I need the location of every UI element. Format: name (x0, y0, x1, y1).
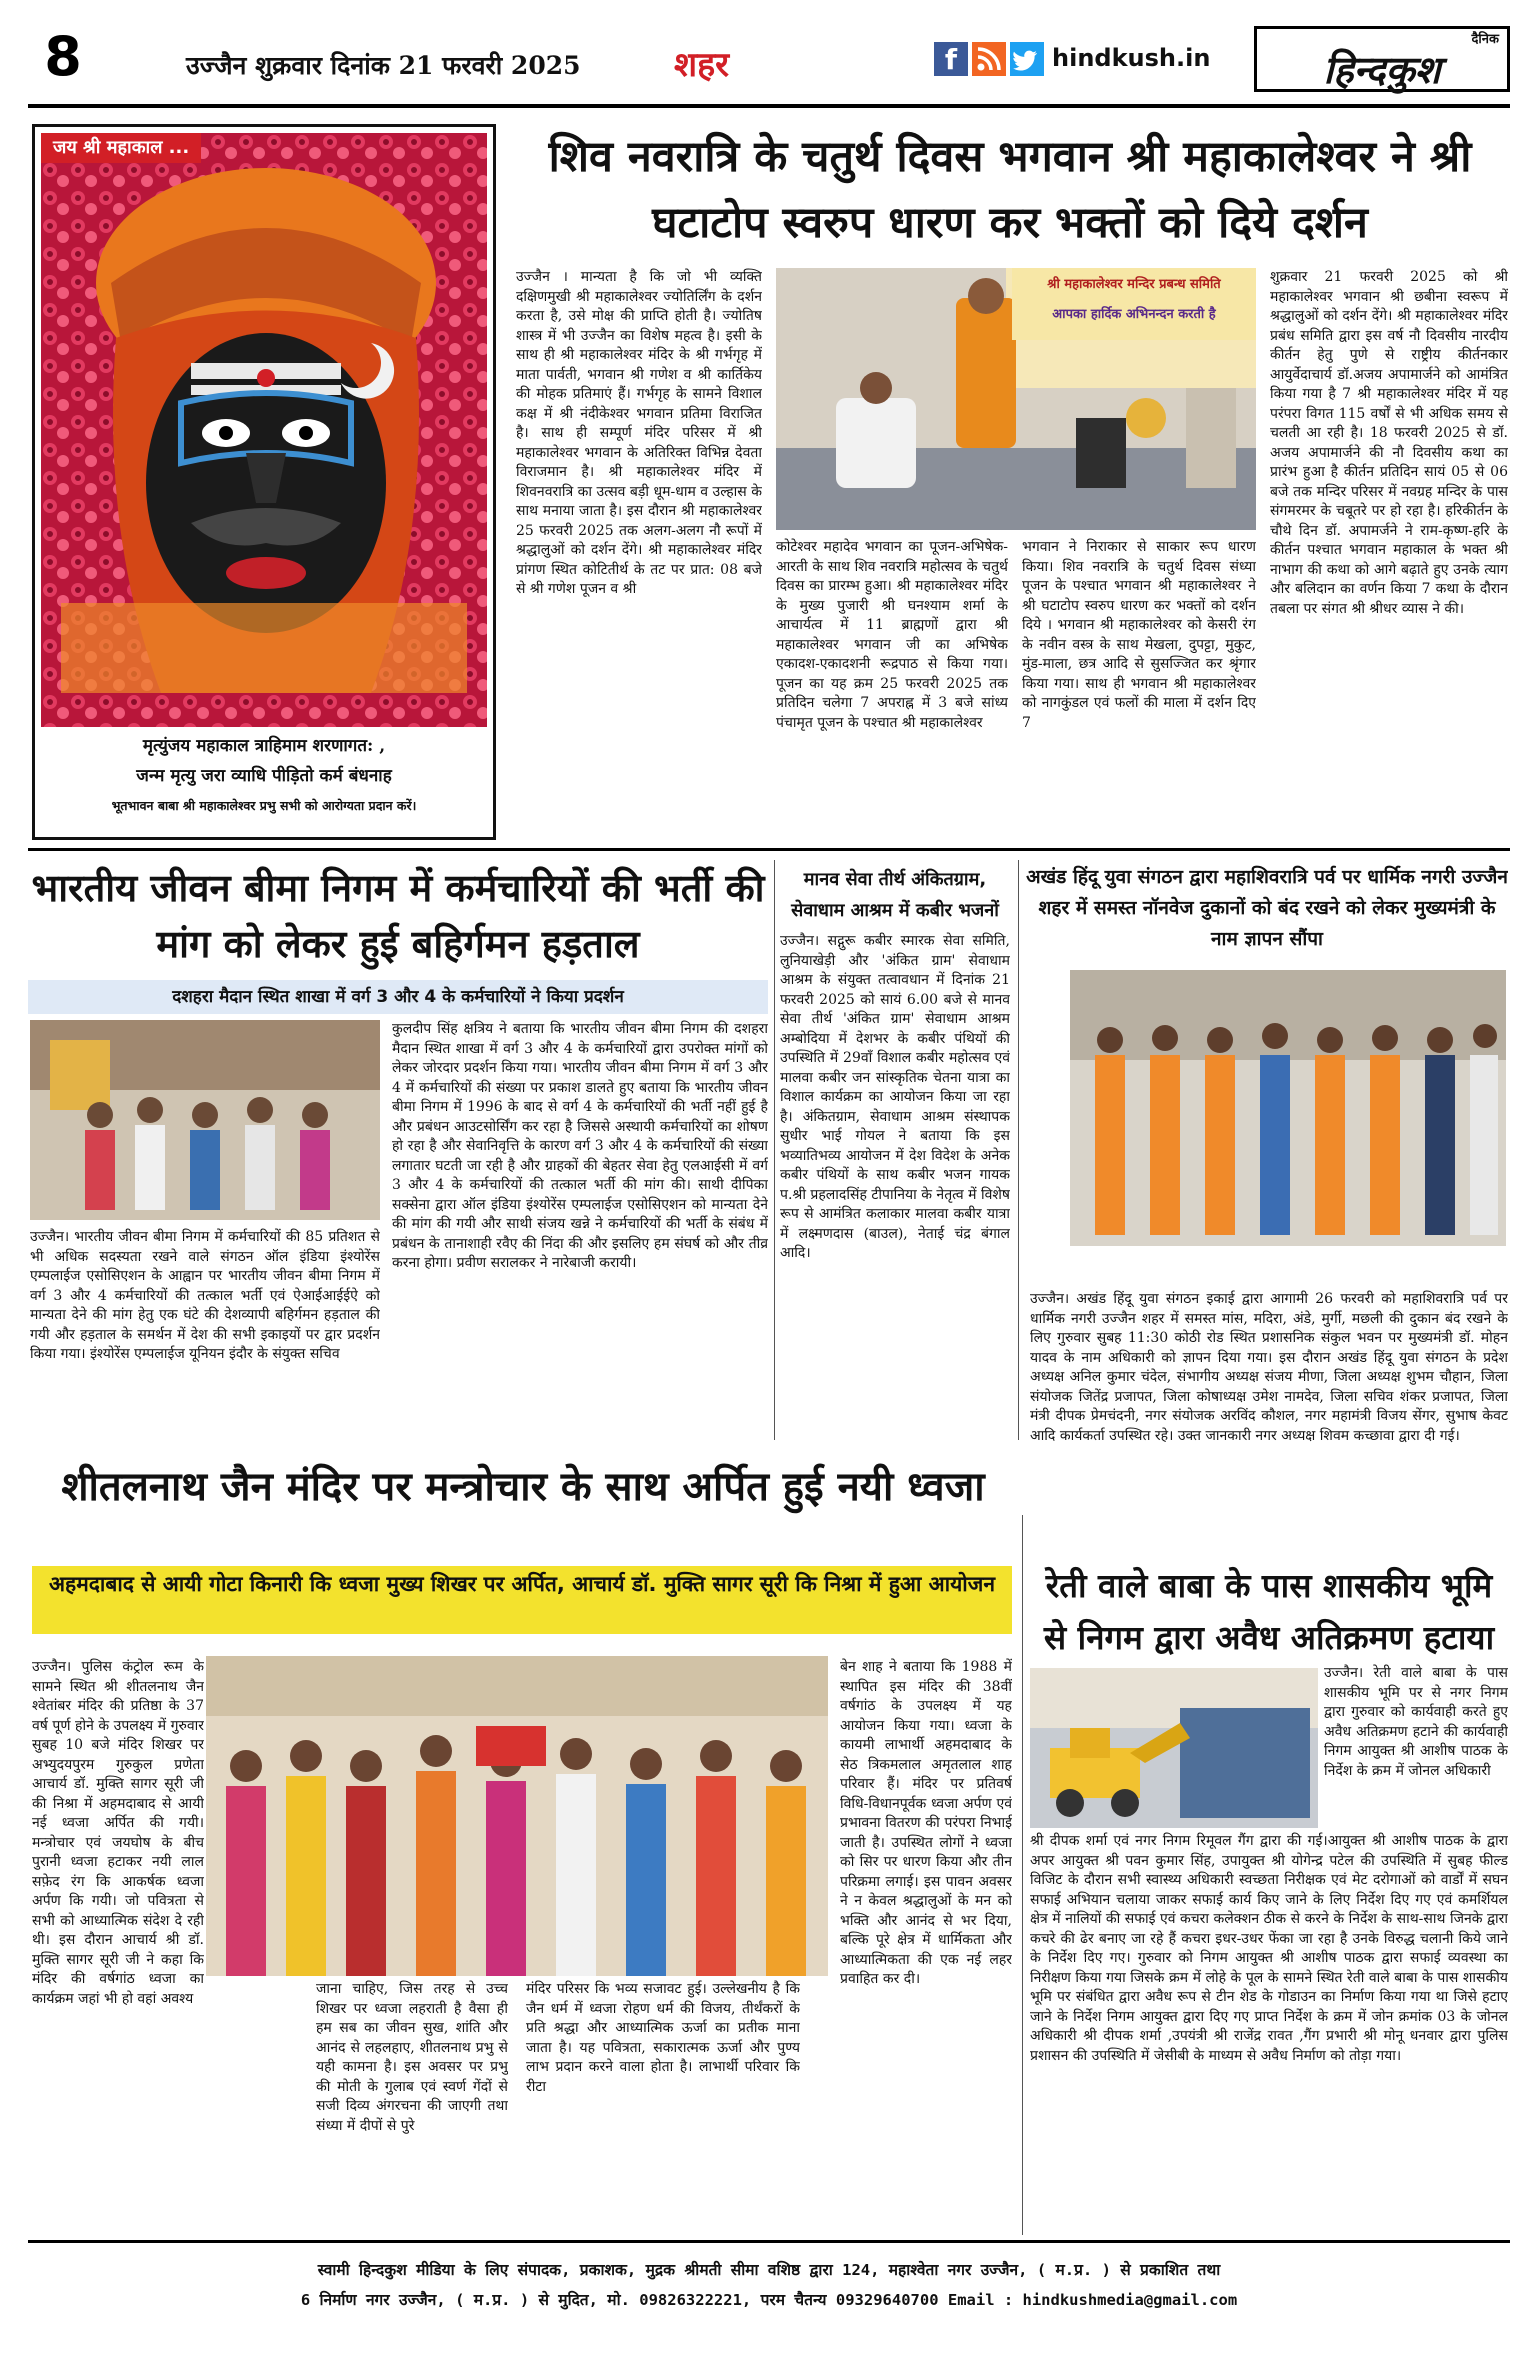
story1-banner-line2: आपका हार्दिक अभिनन्दन करती है (1052, 307, 1216, 322)
jain-headline: शीतलनाथ जैन मंदिर पर मन्त्रोचार के साथ अर्पित हुई नयी ध्वजा (61, 1464, 985, 1510)
story1-col2: कोटेश्वर महादेव भगवान का पूजन-अभिषेक-आरती के साथ शिव नवरात्रि महोत्सव के चतुर्थ दिवस का प्रारम्भ हुआ। श्री महाकालेश्वर मंदिर के मुख्य पुजारी श्री घनश्याम शर्मा के आचार्यत्व में 11 ब्राह्मणों द्वारा श्री महाकालेश्वर भगवान जी का अभिषेक एकादश-एकादशनी रूद्रपाठ से किया गया। पूजन का यह क्रम 25 फरवरी 2025 तक प्रतिदिन चलेगा 7 अपराह्न में 3 बजे सांध्य पंचामृत पूजन के पश्चात श्री महाकालेश्वर (776, 539, 1008, 731)
story1-banner-line1: श्री महाकालेश्वर मन्दिर प्रबन्ध समिति (1047, 277, 1221, 292)
jain-subhead: अहमदाबाद से आयी गोटा किनारी कि ध्वजा मुख्य शिखर पर अर्पित, आचार्य डॉ. मुक्ति सागर सूरी कि निश्रा में हुआ आयोजन (32, 1566, 1012, 1634)
masthead-rule (28, 104, 1510, 108)
baba-photo (1030, 1668, 1318, 1828)
story1-col4: शुक्रवार 21 फरवरी 2025 को श्री महाकालेश्वर भगवान श्री छबीना स्वरूप में श्रद्धालुओं को दर्शन देंगे। श्री महाकालेश्वर मंदिर प्रबंध समिति द्वारा इस वर्ष नौ दिवसीय नारदीय कीर्तन हेतु पुणे से राष्ट्रीय कीर्तनकार आयुर्वेदाचार्य डॉ.अजय अपामार्जने को आमंत्रित किया गया है 7 श्री महाकालेश्वर मंदिर में यह परंपरा विगत 115 वर्षों से भी अधिक समय से चलती आ रही है। 18 फरवरी 2025 से डॉ. अजय अपामार्जने की नौ दिवसीय कथा का प्रारंभ हुआ है कीर्तन प्रतिदिन सायं 05 से 06 बजे तक मन्दिर परिसर में नवग्रह मन्दिर के पास संगमरमर के चबूतरे पर हो रहा है। हरिकीर्तन के चौथे दिन डॉ. अपामर्जने ने राम-कृष्ण-हरि के कीर्तन पश्चात भगवान महाकाल के भक्त श्री नाभाग की कथा को आगे बढ़ाते हुए उनके त्याग और बलिदान का वर्णन किया 7 कथा के दौरान तबला पर संगत श्री श्रीधर व्यास ने की। (1270, 269, 1508, 617)
jain-col4: बेन शाह ने बताया कि 1988 में स्थापित इस मंदिर की 38वीं वर्षगांठ के उपलक्ष्य में यह आयोजन किया गया। ध्वजा के कायमी लाभार्थी अहमदाबाद के सेठ त्रिकमलाल अमृतलाल शाह परिवार हैं। मंदिर पर प्रतिवर्ष विधि-विधानपूर्वक ध्वजा अर्पण एवं प्रभावना वितरण की परंपरा निभाई जाती है। उपस्थित लोगों ने ध्वजा को सिर पर धारण किया और तीन परिक्रमा लगाई। इस पावन अवसर ने न केवल श्रद्धालुओं के मन को भक्ति और आनंद से भर दिया, बल्कि पूरे क्षेत्र में धार्मिकता और आध्यात्मिकता की एक नई लहर प्रवाहित कर दी। (840, 1659, 1012, 1987)
facebook-icon[interactable]: f (934, 42, 968, 76)
rss-icon[interactable] (972, 42, 1006, 76)
story1-col3: भगवान ने निराकार से साकार रूप धारण किया। शिव नवरात्रि के चतुर्थ दिवस संध्या पूजन के पश्चात भगवान श्री महाकालेश्वर ने श्री घटाटोप स्वरुप धारण कर भक्तों को दर्शन दिये । भगवान श्री महाकालेश्वर को केसरी रंग के नवीन वस्त्र के साथ मेखला, दुपट्टा, मुकुट, मुंड-माला, छत्र आदि से सुसज्जित कर श्रृंगार किया गया। साथ ही भगवान श्री महाकालेश्वर को नागकुंडल एवं फलों की माला में दर्शन दिए 7 (1022, 539, 1256, 731)
column-rule-1 (774, 860, 775, 1440)
hindu-body: उज्जैन। अखंड हिंदू युवा संगठन इकाई द्वारा आगामी 26 फरवरी को महाशिवरात्रि पर्व पर धार्मिक नगरी उज्जैन शहर में समस्त मांस, मदिरा, अंडे, मुर्गी, मछली की दुकान बंद रखने के लिए गुरुवार सुबह 11:30 कोठी रोड स्थित प्रशासनिक संकुल भवन पर मुख्यमंत्री डॉ. मोहन यादव के नाम अधिकारी को ज्ञापन दिया गया। इस दौरान अखंड हिंदू युवा संगठन के प्रदेश अध्यक्ष अनिल कुमार चंदेल, संभागीय अध्यक्ष संजय मीणा, जिला अध्यक्ष शुभम चौहान, जिला संयोजक जितेंद्र प्रजापत, जिला कोषाध्यक्ष उमेश नामदेव, जिला सचिव शंकर प्रजापत, जिला मंत्री दीपक प्रेमचंदनी, नगर संयोजक अरविंद कौशल, नगर महामंत्री विजय सेंगर, सुभाष केवट आदि कार्यकर्ता उपस्थित रहे। उक्त जानकारी नगर अध्यक्ष शिवम कच्छावा द्वारा दी गई। (1030, 1291, 1508, 1444)
mahakal-photo (41, 133, 487, 727)
baba-body-full: श्री दीपक शर्मा एवं नगर निगम रिमूवल गैंग द्वारा की गई।आयुक्त श्री आशीष पाठक के द्वारा अपर आयुक्त श्री पवन कुमार सिंह, उपायुक्त श्री योगेन्द्र पटेल की उपस्थिति में सुबह फील्ड विजिट के दौरान सभी स्वास्थ्य अधिकारी स्वच्छता निरीक्षक एवं मेट दरोगाओं को वार्डों में सघन सफाई अभियान चलाया जाकर सफाई कार्य किए जाने के लिए निर्देश दिए गए एवं कमर्शियल क्षेत्र में नालियों की सफाई एवं कचरा कलेक्शन ठीक से करने के निर्देश के साथ-साथ जिनके द्वारा कचरे की ढेर बनाए जा रहे हैं कचरा इधर-उधर फेंका जा रहा है उनके विरुद्ध चलानी किये जाने के निर्देश दिए गए। गुरुवार को निगम आयुक्त श्री आशीष पाठक द्वारा सफाई व्यवस्था का निरीक्षण किया गया जिसके क्रम में लोहे के पूल के सामने स्थित रेती वाले बाबा के पास शासकीय भूमि पर संबंधित द्वारा अवैध रूप से टीन शेड के गोडाउन का निर्माण किया गया था जिसे हटाए जाने के निर्देश निगम आयुक्त द्वारा दिए गए प्राप्त निर्देश के क्रम में जोन क्रमांक 03 के जोनल अधिकारी श्री दीपक शर्मा ,उपयंत्री श्री राजेंद्र रावत ,गैंग प्रभारी श्री मोनू धनवार द्वारा पुलिस प्रशासन की उपस्थिति में जेसीबी के माध्यम से अवैध निर्माण को तोड़ा गया। (1030, 1833, 1508, 2064)
lic-headline: भारतीय जीवन बीमा निगम में कर्मचारियों की भर्ती की मांग को लेकर हुई बहिर्गमन हड़ताल (31, 866, 765, 966)
lic-body-left: उज्जैन। भारतीय जीवन बीमा निगम में कर्मचारियों की 85 प्रतिशत से भी अधिक सदस्यता रखने वाले संगठन ऑल इंडिया इंश्योरेंस एम्पलाईज एसोसिएशन के आह्वान पर भारतीय जीवन बीमा निगम में वर्ग 3 और 4 कर्मचारियों की तत्काल भर्ती एवं ऐआईआईईऐ को मान्यता देने की मांग हेतु एक घंटे की देशव्यापी बहिर्गमन हड़ताल की गयी और हड़ताल के समर्थन में देश की सभी इकाइयों पर द्वार प्रदर्शन किया गया। इंश्योरेंस एम्पलाईज यूनियन इंदौर के संयुक्त सचिव (30, 1229, 380, 1362)
column-rule-2 (1018, 860, 1019, 1440)
kabir-headline: मानव सेवा तीर्थ अंकितग्राम, सेवाधाम आश्रम में कबीर भजनों (791, 869, 999, 921)
baba-headline: रेती वाले बाबा के पास शासकीय भूमि से निगम द्वारा अवैध अतिक्रमण हटाया (1043, 1566, 1495, 1657)
dateline: उज्जैन शुक्रवार दिनांक 21 फरवरी 2025 (186, 51, 581, 80)
paper-logo-daily: दैनिक (1471, 32, 1499, 47)
story1-headline: शिव नवरात्रि के चतुर्थ दिवस भगवान श्री महाकालेश्वर ने श्री घटाटोप स्वरुप धारण कर भक्तों को दिये दर्शन (548, 132, 1472, 248)
kabir-body: उज्जैन। सद्गुरू कबीर स्मारक सेवा समिति, लुनियाखेड़ी और 'अंकित ग्राम' सेवाधाम आश्रम के संयुक्त तत्वावधान में दिनांक 21 फरवरी 2025 को सायं 6.00 बजे से मानव सेवा तीर्थ 'अंकित ग्राम' सेवाधाम आश्रम अम्बोदिया में देशभर के कबीर पंथियों की उपस्थिति में 29वाँ विशाल कबीर महोत्सव एवं मालवा कबीर जन सांस्कृतिक चेतना यात्रा का विशाल कार्यक्रम का आयोजन किया जा रहा है। अंकितग्राम, सेवाधाम आश्रम संस्थापक सुधीर भाई गोयल ने बताया कि इस भव्यातिभव्य आयोजन में देश विदेश के अनेक कबीर पंथियों के साथ कबीर भजन गायक प.श्री प्रहलादसिंह टीपानिया के नेतृत्व में विशेष रूप से आमंत्रित कलाकार मालवा कबीर यात्रा में लक्ष्मणदास (बाउल), नेताई चंद्र बंगाल आदि। (780, 933, 1010, 1261)
mahakal-caption-2: जन्म मृत्यु जरा व्याधि पीड़ितो कर्म बंधनाह (136, 766, 392, 786)
mahakal-badge: जय श्री महाकाल ... (41, 133, 201, 163)
lic-photo (30, 1020, 380, 1220)
twitter-icon[interactable] (1010, 42, 1044, 76)
jain-col3: मंदिर परिसर कि भव्य सजावट हुई। उल्लेखनीय है कि जैन धर्म में ध्वजा रोहण धर्म की विजय, तीर्थंकरों के प्रति श्रद्धा और आध्यात्मिक ऊर्जा का प्रतीक माना जाता है। यह पवित्रता, सकारात्मक ऊर्जा और पुण्य लाभ प्रदान करने वाला होता है। लाभार्थी परिवार कि रीटा (526, 1981, 800, 2095)
website-link[interactable]: hindkush.in (1052, 44, 1211, 72)
baba-body-side: उज्जैन। रेती वाले बाबा के पास शासकीय भूमि पर से नगर निगम द्वारा गुरुवार को कार्यवाही करते हुए अवैध अतिक्रमण हटाने की कार्यवाही निगम आयुक्त श्री आशीष पाठक के निर्देश के क्रम में जोनल अधिकारी (1324, 1665, 1508, 1779)
story1-banner (1012, 268, 1256, 340)
lic-body-right: कुलदीप सिंह क्षत्रिय ने बताया कि भारतीय जीवन बीमा निगम की दशहरा मैदान स्थित शाखा में वर्ग 3 और 4 के कर्मचारियों द्वारा उपरोक्त मांगों को लेकर जोरदार प्रदर्शन किया गया। भारतीय जीवन बीमा निगम में वर्ग 3 और 4 में कर्मचारियों की संख्या पर प्रकाश डालते हुए बताया कि भारतीय जीवन बीमा निगम में 1996 के बाद से वर्ग 4 के कर्मचारियों की भर्ती नहीं हुई है और प्रबंधन आउटसोर्सिंग कर रहा है जिससे अस्थायी कर्मचारियों का शोषण हो रहा है और सेवानिवृत्ति के कारण वर्ग 3 और 4 के कर्मचारियों की संख्या लगातार घटती जा रही है और ग्राहकों की बेहतर सेवा हेतु एलआईसी में वर्ग 3 और 4 के कर्मचारियों की तत्काल भर्ती की मांग की। साथी दीपिका सक्सेना द्वारा ऑल इंडिया इंश्योरेंस एम्पलाईज एसोसिएशन को मान्यता देने की मांग की गयी और साथी संजय खन्ने ने कर्मचारियों की भर्ती के संबंध में प्रबंधन के तानाशाही रवैए की निंदा की और इसलिए हम संघर्ष को और तीव्र करना होगा। प्रवीण सरालकर ने नारेबाजी करायी। (392, 1021, 768, 1271)
page-number: 8 (44, 25, 82, 88)
lic-subhead: दशहरा मैदान स्थित शाखा में वर्ग 3 और 4 के कर्मचारियों ने किया प्रदर्शन (28, 980, 768, 1014)
hindu-photo (1070, 970, 1506, 1246)
footer-rule (28, 2240, 1510, 2243)
mahakal-box (32, 124, 496, 840)
story1-col1: उज्जैन । मान्यता है कि जो भी व्यक्ति दक्षिणमुखी श्री महाकालेश्वर ज्योतिर्लिंग के दर्शन करता है, उसे मोक्ष की प्राप्ति होती है। ज्योतिष शास्त्र में भी उज्जैन का विशेष महत्व है। इसी के साथ ही श्री महाकालेश्वर मंदिर के श्री गर्भगृह में माता पार्वती, भगवान श्री गणेश व श्री कार्तिकेय की मोहक प्रतिमाएं हैं। गर्भगृह के सामने विशाल कक्ष में श्री नंदीकेश्वर भगवान प्रतिमा विराजित है। साथ ही सम्पूर्ण मंदिर परिसर में श्री महाकालेश्वर भगवान के अतिरिक्त विभिन्न देवता विराजमान है। श्री महाकालेश्वर मंदिर में शिवनवरात्रि का उत्सव बड़ी धूम-धाम व उल्हास के साथ मनाया जाता है। इस दौरान श्री महाकालेश्वर 25 फरवरी 2025 तक अलग-अलग नौ रूपों में श्रद्धालुओं को दर्शन देंगे। श्री महाकालेश्वर मंदिर प्रांगण स्थित कोटितीर्थ के तट पर प्रात: 08 बजे से श्री गणेश पूजन व श्री (516, 269, 762, 597)
footer-imprint-2: 6 निर्माण नगर उज्जैन, ( म.प्र. ) से मुदित, मो. 09826322221, परम चैतन्य 09329640700 Email : hindkushmedia@gmail.com (300, 2291, 1238, 2309)
jain-col2: जाना चाहिए, जिस तरह से उच्च शिखर पर ध्वजा लहराती है वैसा ही हम सब का जीवन सुख, शांति और आनंद से लहलहाए, शीतलनाथ प्रभु से यही कामना है। इस अवसर पर प्रभु की मोती के गुलाब एवं स्वर्ण गेंदों से सजी दिव्य अंगरचना की जाएगी तथा संध्या में दीपों से पुरे (316, 1981, 508, 2134)
paper-logo (1254, 26, 1510, 92)
section-name: शहर (674, 45, 730, 85)
jain-photo (206, 1656, 828, 1976)
column-rule-3 (1022, 1515, 1023, 2235)
mahakal-caption-1: मृत्युंजय महाकाल त्राहिमाम शरणागत: , (142, 736, 386, 756)
hindu-headline: अखंड हिंदू युवा संगठन द्वारा महाशिवरात्रि पर्व पर धार्मिक नगरी उज्जैन शहर में समस्त नॉनवेज दुकानों को बंद रखने को लेकर मुख्यमंत्री के नाम ज्ञापन सौंपा (1026, 866, 1508, 950)
footer-imprint-1: स्वामी हिन्दकुश मीडिया के लिए संपादक, प्रकाशक, मुद्रक श्रीमती सीमा वशिष्ठ द्वारा 124, महाश्वेता नगर उज्जैन, ( म.प्र. ) से प्रकाशित तथा (317, 2261, 1221, 2279)
paper-logo-name: हिन्दकुश (1323, 47, 1441, 92)
mahakal-caption-3: भूतभावन बाबा श्री महाकालेश्वर प्रभु सभी को आरोग्यता प्रदान करें। (111, 798, 417, 813)
masthead (28, 22, 1510, 104)
section-rule-1 (28, 848, 1510, 851)
jain-col1: उज्जैन। पुलिस कंट्रोल रूम के सामने स्थित श्री शीतलनाथ जैन श्वेतांबर मंदिर की प्रतिष्ठा के 37 वर्ष पूर्ण होने के उपलक्ष्य में गुरुवार सुबह 10 बजे मंदिर शिखर पर अभ्युदयपुरम गुरुकुल प्रणेता आचार्य डॉ. मुक्ति सागर सूरी जी की निश्रा में अहमदाबाद से आयी नई ध्वजा अर्पित की गयी। मन्त्रोचार एवं जयघोष के बीच पुरानी ध्वजा हटाकर नयी लाल सफ़ेद रंग कि आकर्षक ध्वजा अर्पण कि गयी। जो पवित्रता से सभी को आध्यात्मिक संदेश दे रही थी। इस दौरान आचार्य श्री डॉ. मुक्ति सागर सूरी जी ने कहा कि मंदिर की वर्षगांठ ध्वजा का कार्यक्रम जहां भी हो वहां अवश्य (32, 1659, 204, 2007)
